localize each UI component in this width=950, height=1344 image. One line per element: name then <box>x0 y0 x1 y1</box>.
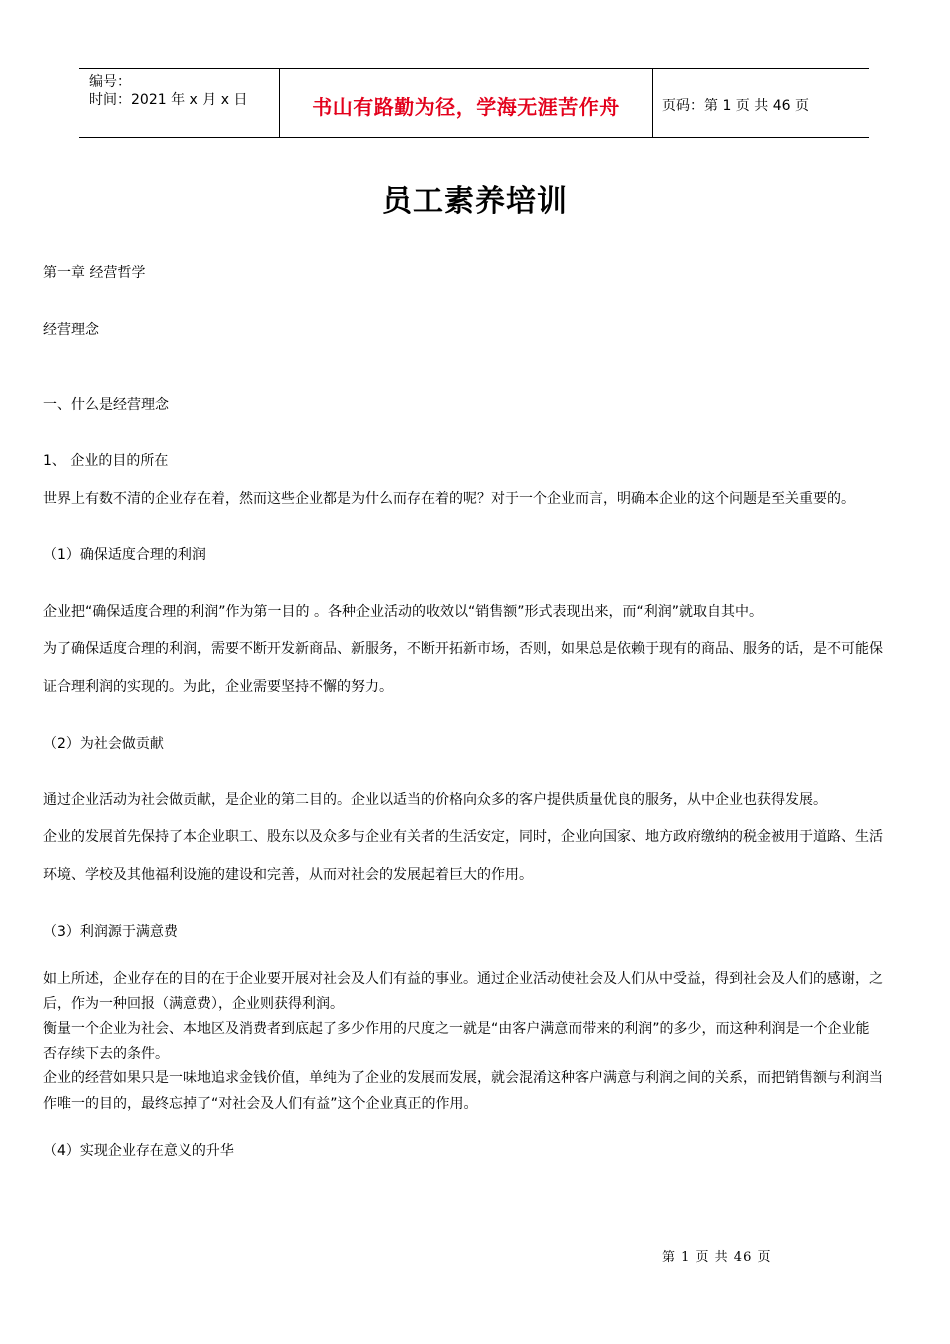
item-3-paragraph-3-line-1: 企业的经营如果只是一味地追求金钱价值，单纯为了企业的发展而发展，就会混淆这种客户满意与利润之间的关系，而把销售额与利润当 <box>43 1070 883 1086</box>
item-2-paragraph-1: 通过企业活动为社会做贡献，是企业的第二目的。企业以适当的价格向众多的客户提供质量优良的服务，从中企业也获得发展。 <box>43 792 827 808</box>
header-page-info: 页码：第 1 页 共 46 页 <box>662 98 809 114</box>
item-3-paragraph-2-line-1: 衡量一个企业为社会、本地区及消费者到底起了多少作用的尺度之一就是“由客户满意而带来的利润”的多少，而这种利润是一个企业能 <box>43 1021 870 1037</box>
item-1-paragraph-1: 企业把“确保适度合理的利润”作为第一目的 。各种企业活动的收效以“销售额”形式表现出来，而“利润”就取自其中。 <box>43 604 763 620</box>
heading-1: 一、什么是经营理念 <box>43 397 169 413</box>
item-3-title: （3）利润源于满意费 <box>43 924 178 940</box>
document-date: 时间：2021 年 x 月 x 日 <box>89 92 248 108</box>
paragraph-intro: 世界上有数不清的企业存在着，然而这些企业都是为什么而存在着的呢？对于一个企业而言，明确本企业的这个问题是至关重要的。 <box>43 491 855 507</box>
header-motto-cell <box>280 69 653 137</box>
page-footer: 第 1 页 共 46 页 <box>662 1250 772 1265</box>
chapter-heading: 第一章 经营哲学 <box>43 265 146 281</box>
header-meta <box>79 69 280 137</box>
item-2-paragraph-2-line-1: 企业的发展首先保持了本企业职工、股东以及众多与企业有关者的生活安定，同时，企业向国家、地方政府缴纳的税金被用于道路、生活 <box>43 829 883 845</box>
subheading-1: 1、 企业的目的所在 <box>43 453 169 469</box>
document-title: 员工素养培训 <box>382 184 568 219</box>
item-3-paragraph-2-line-2: 否存续下去的条件。 <box>43 1046 169 1062</box>
header-motto: 书山有路勤为径，学海无涯苦作舟 <box>312 94 620 119</box>
item-2-title: （2）为社会做贡献 <box>43 736 164 752</box>
item-3-paragraph-1-line-2: 后，作为一种回报（满意费），企业则获得利润。 <box>43 996 344 1012</box>
document-number: 编号： <box>89 74 131 90</box>
document-header <box>79 68 869 138</box>
item-2-paragraph-2-line-2: 环境、学校及其他福利设施的建设和完善，从而对社会的发展起着巨大的作用。 <box>43 867 533 883</box>
section-heading: 经营理念 <box>43 322 99 338</box>
item-3-paragraph-3-line-2: 作唯一的目的，最终忘掉了“对社会及人们有益”这个企业真正的作用。 <box>43 1096 478 1112</box>
item-1-paragraph-2-line-2: 证合理利润的实现的。为此，企业需要坚持不懈的努力。 <box>43 679 393 695</box>
item-3-paragraph-1-line-1: 如上所述，企业存在的目的在于企业要开展对社会及人们有益的事业。通过企业活动使社会及人们从中受益，得到社会及人们的感谢，之 <box>43 971 883 987</box>
item-1-title: （1）确保适度合理的利润 <box>43 547 206 563</box>
item-4-title: （4）实现企业存在意义的升华 <box>43 1143 234 1159</box>
item-1-paragraph-2-line-1: 为了确保适度合理的利润，需要不断开发新商品、新服务，不断开拓新市场，否则，如果总是依赖于现有的商品、服务的话，是不可能保 <box>43 641 883 657</box>
